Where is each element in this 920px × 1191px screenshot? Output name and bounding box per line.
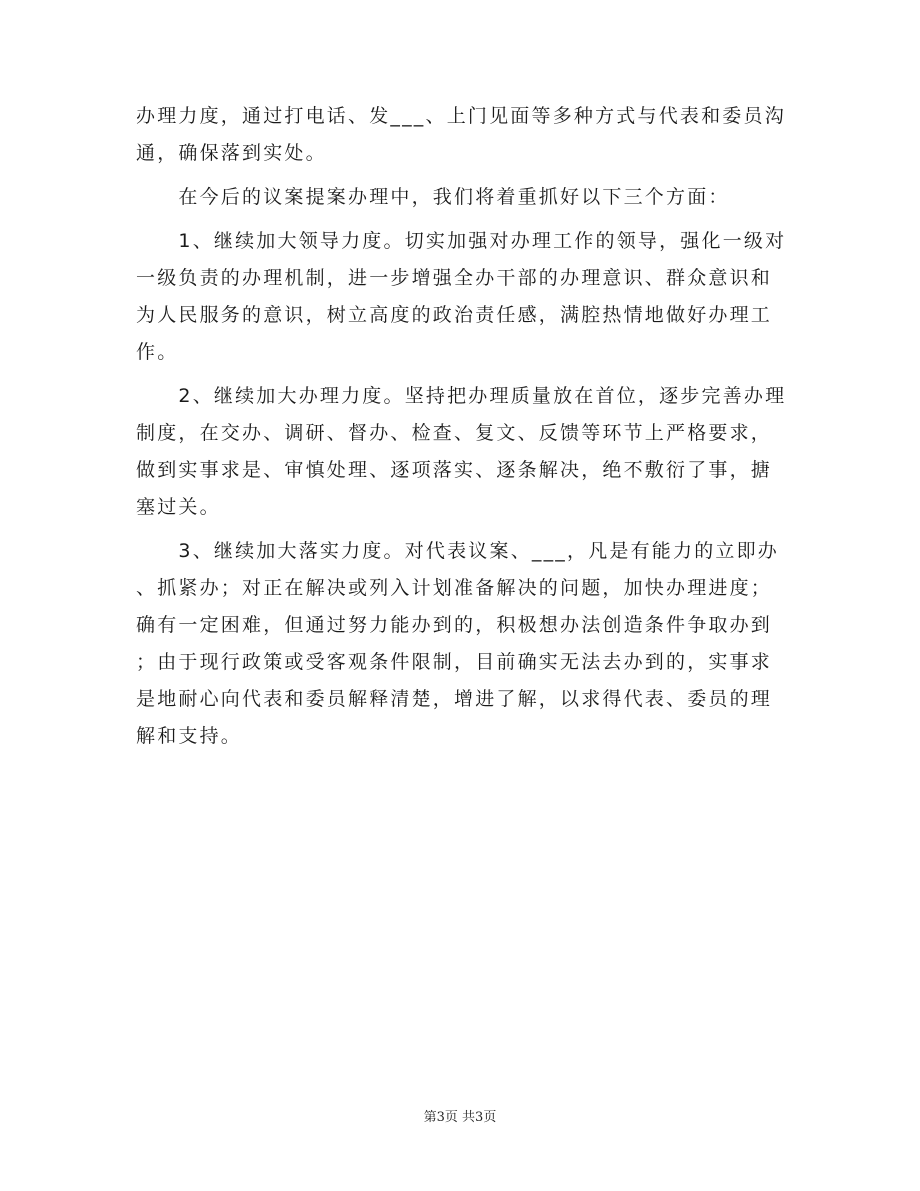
text-line: 确有一定困难，但通过努力能办到的，积极想办法创造条件争取办到: [136, 614, 773, 636]
text-line: 做到实事求是、审慎处理、逐项落实、逐条解决，绝不敷衍了事，搪: [136, 459, 773, 481]
text-line: 一级负责的办理机制，进一步增强全办干部的办理意识、群众意识和: [136, 267, 773, 289]
page-number-footer: 第3页 共3页: [423, 1110, 497, 1125]
paragraph: [136, 98, 786, 172]
text-line: 2、继续加大办理力度。坚持把办理质量放在首位，逐步完善办理: [136, 385, 787, 407]
text-line: 解和支持。: [136, 725, 243, 747]
text-line: 作。: [136, 341, 179, 363]
document-body: [136, 98, 786, 755]
paragraph: [136, 223, 786, 371]
text-line: ；由于现行政策或受客观条件限制，目前确实无法去办到的，实事求: [136, 651, 773, 673]
text-line: 3、继续加大落实力度。对代表议案、___，凡是有能力的立即办: [136, 540, 779, 562]
text-line: 是地耐心向代表和委员解释清楚，增进了解，以求得代表、委员的理: [136, 688, 773, 710]
paragraph: [136, 533, 786, 755]
text-line: 1、继续加大领导力度。切实加强对办理工作的领导，强化一级对: [136, 230, 787, 252]
paragraph: [136, 378, 786, 526]
text-line: 办理力度，通过打电话、发___、上门见面等多种方式与代表和委员沟: [136, 105, 786, 127]
text-line: 塞过关。: [136, 496, 221, 518]
paragraph: [136, 179, 786, 216]
text-line: 、抓紧办；对正在解决或列入计划准备解决的问题，加快办理进度；: [136, 577, 773, 599]
text-line: 在今后的议案提案办理中，我们将着重抓好以下三个方面：: [136, 186, 730, 208]
text-line: 制度，在交办、调研、督办、检查、复文、反馈等环节上严格要求，: [136, 422, 773, 444]
text-line: 通，确保落到实处。: [136, 142, 327, 164]
text-line: 为人民服务的意识，树立高度的政治责任感，满腔热情地做好办理工: [136, 304, 773, 326]
